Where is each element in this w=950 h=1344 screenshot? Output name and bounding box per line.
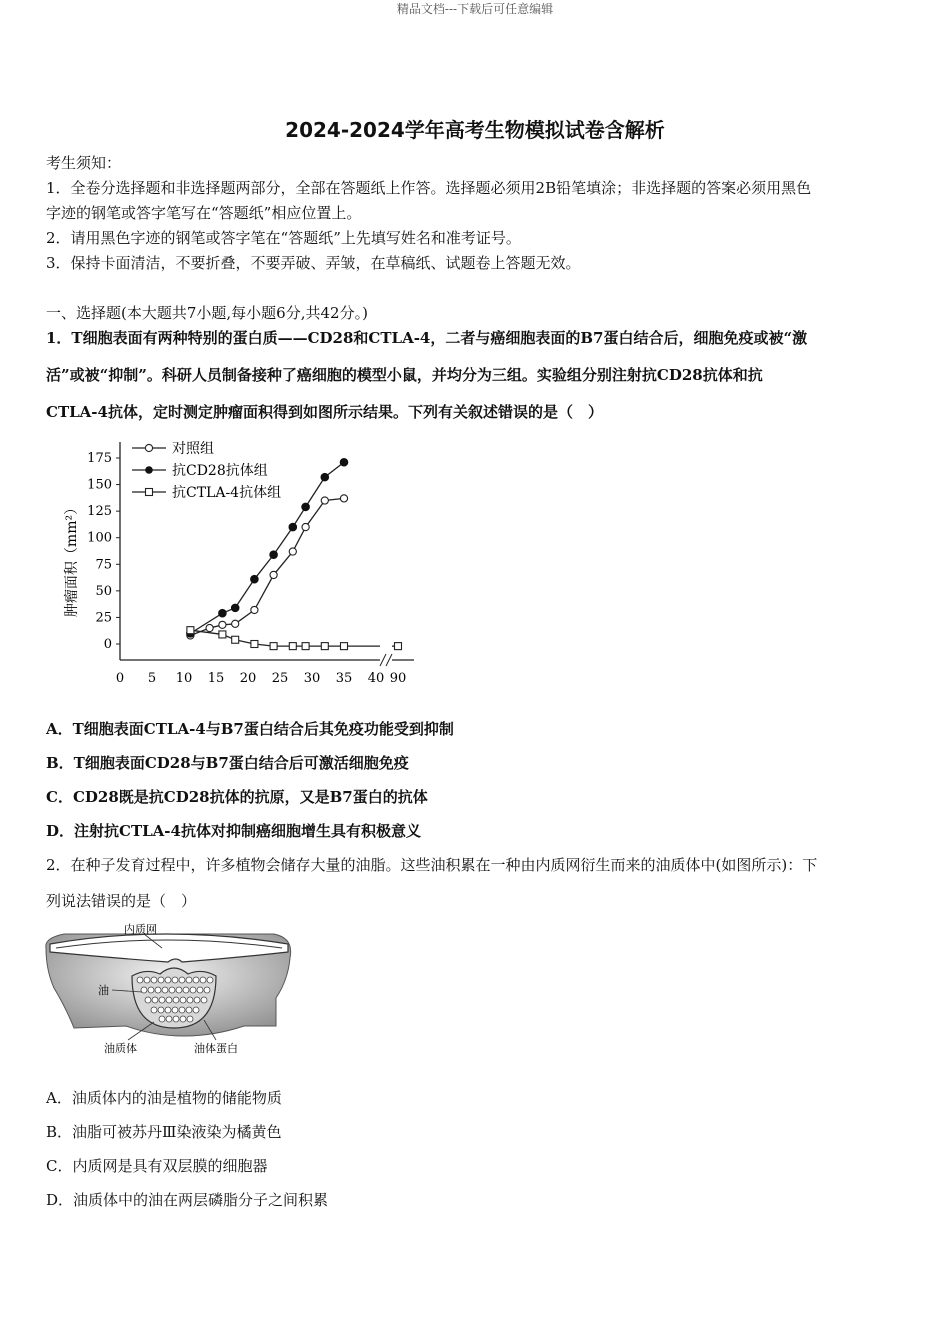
y-tick-label: 75 <box>95 557 112 573</box>
data-point-cd28 <box>251 575 259 583</box>
data-point-control <box>321 497 328 504</box>
oil-droplet <box>176 987 182 993</box>
oil-droplet <box>159 997 165 1003</box>
oil-droplet <box>148 987 154 993</box>
legend-label: 抗CD28抗体组 <box>172 463 268 479</box>
data-point-ctla4 <box>341 643 348 650</box>
q2-option-d[interactable]: D．油质体中的油在两层磷脂分子之间积累 <box>46 1191 329 1209</box>
y-tick-label: 100 <box>87 530 112 546</box>
oil-droplet <box>165 977 171 983</box>
oil-droplet <box>158 1007 164 1013</box>
oil-droplet <box>187 1016 193 1022</box>
oleosome-label: 油质体 <box>104 1042 137 1055</box>
data-point-control <box>219 621 226 628</box>
oil-droplet <box>158 977 164 983</box>
data-point-cd28 <box>302 503 310 511</box>
tumor-area-chart <box>44 432 424 694</box>
oleosome-diagram <box>44 918 294 1058</box>
oleosin-label: 油体蛋白 <box>194 1042 238 1055</box>
q1-option-d[interactable]: D．注射抗CTLA-4抗体对抑制癌细胞增生具有积极意义 <box>46 822 421 840</box>
x-tick-label: 20 <box>239 671 257 686</box>
legend-marker <box>146 489 153 496</box>
data-point-ctla4 <box>232 636 239 643</box>
oil-droplet <box>165 1007 171 1013</box>
y-tick-label: 125 <box>87 504 112 520</box>
q2-stem-line: 列说法错误的是（ ） <box>46 892 197 910</box>
data-point-ctla4 <box>270 643 277 650</box>
q1-stem-line: CTLA-4抗体，定时测定肿瘤面积得到如图所示结果。下列有关叙述错误的是（ ） <box>46 403 603 421</box>
er-label: 内质网 <box>124 923 157 936</box>
data-point-ctla4 <box>251 641 258 648</box>
oil-droplet <box>193 1007 199 1013</box>
data-point-control <box>340 495 347 502</box>
oil-droplet <box>166 997 172 1003</box>
oil-droplet <box>137 977 143 983</box>
y-tick-label: 0 <box>103 637 112 652</box>
oil-droplet <box>183 987 189 993</box>
oil-droplet <box>151 1007 157 1013</box>
y-axis-label: 肿瘤面积（mm²） <box>64 500 80 618</box>
q1-stem-line: 活”或被“抑制”。科研人员制备接种了癌细胞的模型小鼠，并均分为三组。实验组分别注射抗CD28抗体和抗 <box>46 366 763 384</box>
data-point-control <box>232 620 239 627</box>
legend-label: 对照组 <box>172 441 214 457</box>
y-tick-label: 175 <box>87 451 112 466</box>
oil-droplet <box>151 977 157 983</box>
data-point-cd28 <box>231 604 239 612</box>
x-tick-label: 15 <box>207 671 225 686</box>
data-point-cd28 <box>289 523 297 531</box>
x-tick-label: 90 <box>389 671 407 686</box>
data-point-ctla4 <box>395 643 402 650</box>
page-header: 精品文档---下载后可任意编辑 <box>396 2 554 16</box>
q2-option-c[interactable]: C．内质网是具有双层膜的细胞器 <box>46 1157 268 1175</box>
oil-droplet <box>180 997 186 1003</box>
oil-droplet <box>155 987 161 993</box>
oil-droplet <box>144 977 150 983</box>
data-point-cd28 <box>340 458 348 466</box>
oil-droplet <box>173 997 179 1003</box>
data-point-cd28 <box>321 473 329 481</box>
oil-droplet <box>179 1007 185 1013</box>
notice-item: 字迹的钢笔或答字笔写在“答题纸”相应位置上。 <box>46 204 362 222</box>
legend-label: 抗CTLA-4抗体组 <box>172 485 282 501</box>
oil-droplet <box>180 1016 186 1022</box>
data-point-control <box>289 548 296 555</box>
data-point-cd28 <box>219 609 227 617</box>
data-point-ctla4 <box>302 643 309 650</box>
axis-break-mark <box>386 654 392 666</box>
legend-marker <box>145 444 152 451</box>
oil-droplet <box>166 1016 172 1022</box>
axis-break-mark <box>380 654 386 666</box>
data-point-control <box>206 624 213 631</box>
data-point-ctla4 <box>321 643 328 650</box>
q1-option-c[interactable]: C．CD28既是抗CD28抗体的抗原，又是B7蛋白的抗体 <box>46 788 428 806</box>
x-tick-label: 30 <box>303 671 321 686</box>
q1-option-a[interactable]: A．T细胞表面CTLA-4与B7蛋白结合后其免疫功能受到抑制 <box>46 720 454 738</box>
oil-droplet <box>172 977 178 983</box>
oil-droplet <box>200 977 206 983</box>
x-tick-label: 10 <box>175 671 193 686</box>
legend-marker <box>145 466 153 474</box>
oil-droplet <box>145 997 151 1003</box>
x-tick-label: 5 <box>147 671 157 686</box>
oil-droplet <box>193 977 199 983</box>
oil-droplet <box>201 997 207 1003</box>
oil-droplet <box>169 987 175 993</box>
series-line-control <box>190 498 344 635</box>
q2-option-b[interactable]: B．油脂可被苏丹Ⅲ染液染为橘黄色 <box>46 1123 282 1141</box>
data-point-ctla4 <box>219 631 226 638</box>
data-point-control <box>270 571 277 578</box>
data-point-cd28 <box>270 551 278 559</box>
oil-droplet <box>152 997 158 1003</box>
notice-item: 2．请用黑色字迹的钢笔或答字笔在“答题纸”上先填写姓名和准考证号。 <box>46 229 521 247</box>
y-tick-label: 50 <box>95 583 112 599</box>
q2-option-a[interactable]: A．油质体内的油是植物的储能物质 <box>46 1089 282 1107</box>
oil-droplet <box>194 997 200 1003</box>
y-tick-label: 150 <box>87 477 112 493</box>
oil-droplet <box>190 987 196 993</box>
notice-item: 3．保持卡面清洁，不要折叠，不要弄破、弄皱，在草稿纸、试题卷上答题无效。 <box>46 254 581 272</box>
section-heading: 一、选择题(本大题共7小题,每小题6分,共42分。) <box>46 304 368 322</box>
x-tick-label: 25 <box>271 671 289 686</box>
x-tick-label: 0 <box>115 671 125 686</box>
oil-droplet <box>204 987 210 993</box>
q2-stem-line: 2．在种子发育过程中，许多植物会储存大量的油脂。这些油积累在一种由内质网衍生而来的油质体中(如图所示)：下 <box>46 856 818 874</box>
notice-heading: 考生须知： <box>46 154 122 172</box>
oil-droplet <box>159 1016 165 1022</box>
oil-droplet <box>186 1007 192 1013</box>
q1-option-b[interactable]: B．T细胞表面CD28与B7蛋白结合后可激活细胞免疫 <box>46 754 409 772</box>
oil-droplet <box>207 977 213 983</box>
oil-droplet <box>179 977 185 983</box>
oil-label: 油 <box>98 984 109 997</box>
oil-droplet <box>172 1007 178 1013</box>
oil-droplet <box>197 987 203 993</box>
data-point-ctla4 <box>187 627 194 634</box>
x-tick-label: 35 <box>335 671 353 686</box>
q1-stem-line: 1．T细胞表面有两种特别的蛋白质——CD28和CTLA-4，二者与癌细胞表面的B7蛋白结合后，细胞免疫或被“激 <box>46 329 808 347</box>
oil-droplet <box>186 977 192 983</box>
y-tick-label: 25 <box>95 610 112 626</box>
oil-droplet <box>162 987 168 993</box>
data-point-control <box>251 606 258 613</box>
data-point-ctla4 <box>289 643 296 650</box>
oil-droplet <box>173 1016 179 1022</box>
oil-droplet <box>187 997 193 1003</box>
page-title: 2024-2024学年高考生物模拟试卷含解析 <box>285 118 665 142</box>
notice-item: 1．全卷分选择题和非选择题两部分，全部在答题纸上作答。选择题必须用2B铅笔填涂；非选择题的答案必须用黑色 <box>46 179 812 197</box>
x-tick-label: 40 <box>367 671 385 686</box>
data-point-control <box>302 523 309 530</box>
